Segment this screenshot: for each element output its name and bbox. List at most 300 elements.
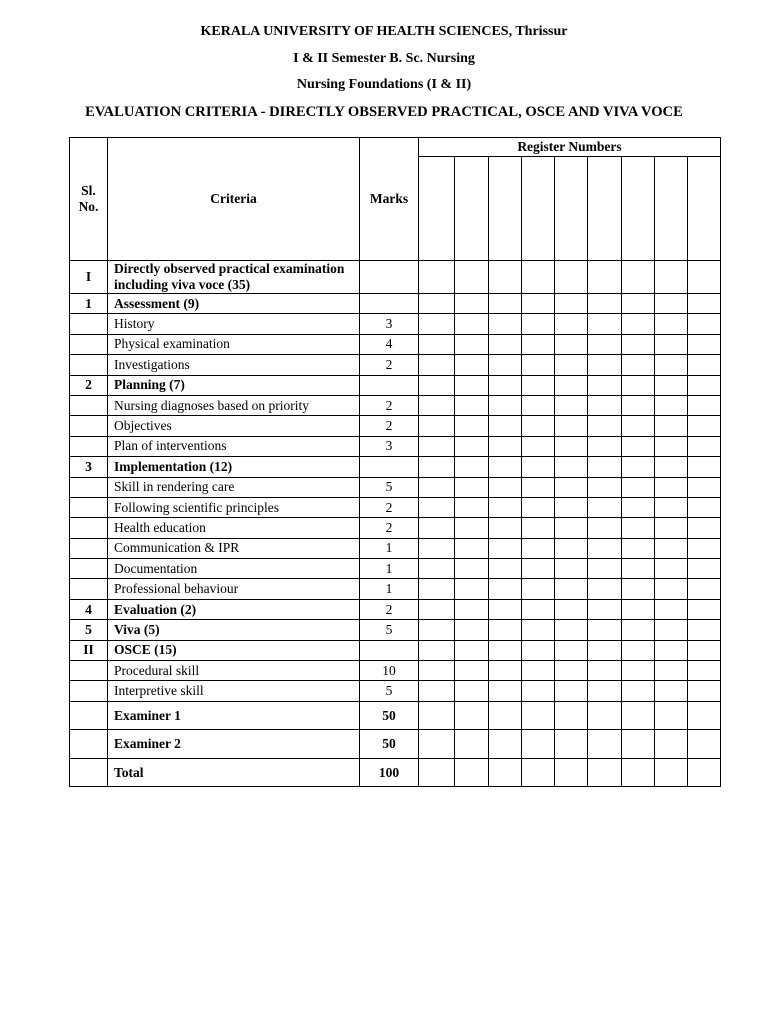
score-entry-cell[interactable] — [655, 294, 688, 314]
score-entry-cell[interactable] — [688, 518, 721, 538]
register-number-cell[interactable] — [588, 157, 622, 261]
score-entry-cell[interactable] — [455, 497, 489, 517]
register-number-cell[interactable] — [655, 157, 688, 261]
score-entry-cell[interactable] — [522, 599, 555, 619]
table-row — [70, 599, 721, 619]
score-entry-cell[interactable] — [419, 355, 455, 375]
score-entry-cell[interactable] — [588, 436, 622, 456]
score-entry-cell[interactable] — [588, 701, 622, 730]
score-entry-cell[interactable] — [688, 730, 721, 759]
table-row — [70, 436, 721, 456]
score-entry-cell[interactable] — [522, 477, 555, 497]
score-entry-cell[interactable] — [489, 620, 522, 640]
score-entry-cell[interactable] — [588, 538, 622, 558]
score-entry-cell[interactable] — [522, 375, 555, 395]
score-entry-cell[interactable] — [655, 416, 688, 436]
sl-no-cell — [70, 436, 108, 456]
score-entry-cell[interactable] — [688, 375, 721, 395]
marks-cell: 4 — [360, 334, 419, 354]
score-entry-cell[interactable] — [655, 681, 688, 701]
criteria-header: Criteria — [108, 138, 360, 261]
score-entry-cell[interactable] — [522, 261, 555, 294]
score-entry-cell[interactable] — [655, 538, 688, 558]
score-entry-cell[interactable] — [555, 497, 588, 517]
score-entry-cell[interactable] — [655, 640, 688, 660]
marks-cell: 3 — [360, 314, 419, 334]
score-entry-cell[interactable] — [455, 375, 489, 395]
register-numbers-header: Register Numbers — [419, 138, 721, 157]
score-entry-cell[interactable] — [455, 661, 489, 681]
score-entry-cell[interactable] — [555, 477, 588, 497]
criteria-cell: Directly observed practical examination including viva voce (35) — [108, 261, 360, 294]
score-entry-cell[interactable] — [622, 559, 655, 579]
score-entry-cell[interactable] — [622, 599, 655, 619]
score-entry-cell[interactable] — [419, 681, 455, 701]
sl-no-cell — [70, 355, 108, 375]
score-entry-cell[interactable] — [419, 261, 455, 294]
score-entry-cell[interactable] — [622, 758, 655, 787]
score-entry-cell[interactable] — [588, 395, 622, 415]
score-entry-cell[interactable] — [688, 477, 721, 497]
table-row — [70, 730, 721, 759]
score-entry-cell[interactable] — [588, 640, 622, 660]
register-number-cell[interactable] — [455, 157, 489, 261]
criteria-cell: Viva (5) — [108, 620, 360, 640]
score-entry-cell[interactable] — [655, 518, 688, 538]
score-entry-cell[interactable] — [655, 436, 688, 456]
table-row — [70, 701, 721, 730]
marks-cell — [360, 457, 419, 477]
score-entry-cell[interactable] — [489, 661, 522, 681]
score-entry-cell[interactable] — [489, 395, 522, 415]
score-entry-cell[interactable] — [555, 579, 588, 599]
score-entry-cell[interactable] — [489, 730, 522, 759]
score-entry-cell[interactable] — [688, 436, 721, 456]
score-entry-cell[interactable] — [688, 620, 721, 640]
sl-no-cell — [70, 681, 108, 701]
sl-no-cell: II — [70, 640, 108, 660]
score-entry-cell[interactable] — [622, 375, 655, 395]
score-entry-cell[interactable] — [489, 355, 522, 375]
score-entry-cell[interactable] — [419, 294, 455, 314]
criteria-cell: Plan of interventions — [108, 436, 360, 456]
score-entry-cell[interactable] — [555, 261, 588, 294]
score-entry-cell[interactable] — [555, 681, 588, 701]
score-entry-cell[interactable] — [522, 416, 555, 436]
criteria-cell: Nursing diagnoses based on priority — [108, 395, 360, 415]
score-entry-cell[interactable] — [419, 314, 455, 334]
sl-no-cell: 1 — [70, 294, 108, 314]
score-entry-cell[interactable] — [622, 395, 655, 415]
score-entry-cell[interactable] — [688, 661, 721, 681]
marks-cell: 2 — [360, 395, 419, 415]
sl-no-header: Sl. No. — [70, 138, 108, 261]
semester-line: I & II Semester B. Sc. Nursing — [293, 50, 475, 66]
criteria-cell: Following scientific principles — [108, 497, 360, 517]
criteria-cell: Physical examination — [108, 334, 360, 354]
table-row — [70, 314, 721, 334]
score-entry-cell[interactable] — [522, 559, 555, 579]
score-entry-cell[interactable] — [455, 294, 489, 314]
marks-cell: 10 — [360, 661, 419, 681]
score-entry-cell[interactable] — [622, 416, 655, 436]
register-number-cell[interactable] — [522, 157, 555, 261]
sl-no-cell — [70, 559, 108, 579]
score-entry-cell[interactable] — [688, 640, 721, 660]
score-entry-cell[interactable] — [555, 701, 588, 730]
score-entry-cell[interactable] — [555, 355, 588, 375]
score-entry-cell[interactable] — [489, 477, 522, 497]
marks-cell: 2 — [360, 355, 419, 375]
sl-no-cell — [70, 579, 108, 599]
score-entry-cell[interactable] — [455, 730, 489, 759]
score-entry-cell[interactable] — [622, 261, 655, 294]
criteria-cell: Examiner 2 — [108, 730, 360, 759]
score-entry-cell[interactable] — [588, 497, 622, 517]
score-entry-cell[interactable] — [555, 395, 588, 415]
score-entry-cell[interactable] — [555, 620, 588, 640]
score-entry-cell[interactable] — [489, 681, 522, 701]
register-number-cell[interactable] — [555, 157, 588, 261]
score-entry-cell[interactable] — [455, 457, 489, 477]
score-entry-cell[interactable] — [455, 477, 489, 497]
marks-cell: 2 — [360, 497, 419, 517]
score-entry-cell[interactable] — [522, 701, 555, 730]
score-entry-cell[interactable] — [555, 640, 588, 660]
score-entry-cell[interactable] — [522, 681, 555, 701]
score-entry-cell[interactable] — [622, 334, 655, 354]
score-entry-cell[interactable] — [655, 497, 688, 517]
score-entry-cell[interactable] — [489, 375, 522, 395]
score-entry-cell[interactable] — [655, 457, 688, 477]
score-entry-cell[interactable] — [655, 701, 688, 730]
score-entry-cell[interactable] — [622, 518, 655, 538]
score-entry-cell[interactable] — [522, 294, 555, 314]
score-entry-cell[interactable] — [489, 416, 522, 436]
score-entry-cell[interactable] — [555, 518, 588, 538]
score-entry-cell[interactable] — [522, 640, 555, 660]
document-title: EVALUATION CRITERIA - DIRECTLY OBSERVED PRACTICAL, OSCE AND VIVA VOCE — [85, 103, 683, 120]
table-row — [70, 661, 721, 681]
score-entry-cell[interactable] — [622, 681, 655, 701]
score-entry-cell[interactable] — [489, 579, 522, 599]
score-entry-cell[interactable] — [588, 518, 622, 538]
score-entry-cell[interactable] — [588, 457, 622, 477]
score-entry-cell[interactable] — [455, 334, 489, 354]
score-entry-cell[interactable] — [622, 538, 655, 558]
sl-no-cell — [70, 497, 108, 517]
sl-no-cell: 3 — [70, 457, 108, 477]
score-entry-cell[interactable] — [688, 758, 721, 787]
score-entry-cell[interactable] — [522, 758, 555, 787]
score-entry-cell[interactable] — [655, 599, 688, 619]
score-entry-cell[interactable] — [655, 395, 688, 415]
score-entry-cell[interactable] — [489, 538, 522, 558]
score-entry-cell[interactable] — [688, 261, 721, 294]
sl-no-cell — [70, 730, 108, 759]
marks-cell: 5 — [360, 681, 419, 701]
score-entry-cell[interactable] — [419, 599, 455, 619]
score-entry-cell[interactable] — [588, 730, 622, 759]
score-entry-cell[interactable] — [489, 334, 522, 354]
score-entry-cell[interactable] — [489, 701, 522, 730]
score-entry-cell[interactable] — [419, 518, 455, 538]
score-entry-cell[interactable] — [622, 436, 655, 456]
score-entry-cell[interactable] — [588, 416, 622, 436]
evaluation-table — [69, 137, 721, 787]
score-entry-cell[interactable] — [588, 599, 622, 619]
score-entry-cell[interactable] — [588, 620, 622, 640]
score-entry-cell[interactable] — [489, 599, 522, 619]
score-entry-cell[interactable] — [555, 436, 588, 456]
score-entry-cell[interactable] — [688, 355, 721, 375]
header-row — [70, 138, 721, 157]
criteria-cell: Objectives — [108, 416, 360, 436]
score-entry-cell[interactable] — [622, 640, 655, 660]
score-entry-cell[interactable] — [588, 375, 622, 395]
score-entry-cell[interactable] — [419, 477, 455, 497]
score-entry-cell[interactable] — [688, 538, 721, 558]
score-entry-cell[interactable] — [522, 436, 555, 456]
register-number-cell[interactable] — [419, 157, 455, 261]
score-entry-cell[interactable] — [588, 579, 622, 599]
table-row — [70, 559, 721, 579]
score-entry-cell[interactable] — [688, 395, 721, 415]
sl-no-cell — [70, 701, 108, 730]
score-entry-cell[interactable] — [655, 559, 688, 579]
score-entry-cell[interactable] — [419, 436, 455, 456]
table-row — [70, 395, 721, 415]
score-entry-cell[interactable] — [555, 314, 588, 334]
score-entry-cell[interactable] — [655, 758, 688, 787]
score-entry-cell[interactable] — [419, 334, 455, 354]
score-entry-cell[interactable] — [455, 518, 489, 538]
score-entry-cell[interactable] — [555, 661, 588, 681]
marks-cell: 50 — [360, 730, 419, 759]
score-entry-cell[interactable] — [588, 681, 622, 701]
score-entry-cell[interactable] — [588, 477, 622, 497]
score-entry-cell[interactable] — [655, 477, 688, 497]
score-entry-cell[interactable] — [419, 538, 455, 558]
score-entry-cell[interactable] — [489, 758, 522, 787]
score-entry-cell[interactable] — [622, 730, 655, 759]
score-entry-cell[interactable] — [655, 620, 688, 640]
criteria-cell: Documentation — [108, 559, 360, 579]
marks-cell: 2 — [360, 599, 419, 619]
score-entry-cell[interactable] — [622, 701, 655, 730]
score-entry-cell[interactable] — [522, 457, 555, 477]
score-entry-cell[interactable] — [489, 559, 522, 579]
score-entry-cell[interactable] — [419, 579, 455, 599]
score-entry-cell[interactable] — [655, 375, 688, 395]
score-entry-cell[interactable] — [622, 579, 655, 599]
score-entry-cell[interactable] — [622, 457, 655, 477]
score-entry-cell[interactable] — [419, 661, 455, 681]
score-entry-cell[interactable] — [622, 314, 655, 334]
score-entry-cell[interactable] — [419, 701, 455, 730]
score-entry-cell[interactable] — [522, 730, 555, 759]
sl-no-cell — [70, 518, 108, 538]
score-entry-cell[interactable] — [655, 334, 688, 354]
table-row — [70, 261, 721, 294]
score-entry-cell[interactable] — [419, 395, 455, 415]
score-entry-cell[interactable] — [522, 314, 555, 334]
score-entry-cell[interactable] — [522, 497, 555, 517]
score-entry-cell[interactable] — [489, 294, 522, 314]
score-entry-cell[interactable] — [655, 579, 688, 599]
score-entry-cell[interactable] — [688, 681, 721, 701]
marks-cell — [360, 261, 419, 294]
score-entry-cell[interactable] — [522, 620, 555, 640]
score-entry-cell[interactable] — [522, 395, 555, 415]
score-entry-cell[interactable] — [688, 294, 721, 314]
score-entry-cell[interactable] — [622, 620, 655, 640]
register-number-cell[interactable] — [688, 157, 721, 261]
score-entry-cell[interactable] — [588, 758, 622, 787]
score-entry-cell[interactable] — [555, 599, 588, 619]
score-entry-cell[interactable] — [622, 294, 655, 314]
criteria-cell: Health education — [108, 518, 360, 538]
score-entry-cell[interactable] — [588, 294, 622, 314]
criteria-cell: Evaluation (2) — [108, 599, 360, 619]
score-entry-cell[interactable] — [655, 730, 688, 759]
score-entry-cell[interactable] — [555, 730, 588, 759]
score-entry-cell[interactable] — [489, 497, 522, 517]
score-entry-cell[interactable] — [622, 661, 655, 681]
score-entry-cell[interactable] — [419, 457, 455, 477]
sl-no-cell — [70, 661, 108, 681]
score-entry-cell[interactable] — [419, 758, 455, 787]
score-entry-cell[interactable] — [522, 355, 555, 375]
score-entry-cell[interactable] — [455, 758, 489, 787]
score-entry-cell[interactable] — [555, 559, 588, 579]
marks-cell: 2 — [360, 416, 419, 436]
marks-cell — [360, 375, 419, 395]
sl-no-cell — [70, 334, 108, 354]
score-entry-cell[interactable] — [555, 375, 588, 395]
score-entry-cell[interactable] — [555, 758, 588, 787]
marks-cell: 2 — [360, 518, 419, 538]
score-entry-cell[interactable] — [688, 559, 721, 579]
score-entry-cell[interactable] — [688, 314, 721, 334]
score-entry-cell[interactable] — [622, 355, 655, 375]
score-entry-cell[interactable] — [522, 661, 555, 681]
table-row — [70, 538, 721, 558]
criteria-cell: Planning (7) — [108, 375, 360, 395]
score-entry-cell[interactable] — [419, 730, 455, 759]
score-entry-cell[interactable] — [522, 538, 555, 558]
score-entry-cell[interactable] — [455, 579, 489, 599]
score-entry-cell[interactable] — [588, 261, 622, 294]
score-entry-cell[interactable] — [489, 261, 522, 294]
score-entry-cell[interactable] — [655, 261, 688, 294]
table-row — [70, 497, 721, 517]
sl-no-cell — [70, 758, 108, 787]
score-entry-cell[interactable] — [555, 416, 588, 436]
sl-no-cell: 4 — [70, 599, 108, 619]
score-entry-cell[interactable] — [555, 538, 588, 558]
score-entry-cell[interactable] — [555, 294, 588, 314]
score-entry-cell[interactable] — [455, 538, 489, 558]
table-row — [70, 294, 721, 314]
score-entry-cell[interactable] — [489, 457, 522, 477]
criteria-cell: Procedural skill — [108, 661, 360, 681]
criteria-cell: Implementation (12) — [108, 457, 360, 477]
sl-no-cell — [70, 395, 108, 415]
score-entry-cell[interactable] — [419, 416, 455, 436]
score-entry-cell[interactable] — [588, 559, 622, 579]
score-entry-cell[interactable] — [688, 497, 721, 517]
score-entry-cell[interactable] — [688, 457, 721, 477]
score-entry-cell[interactable] — [455, 640, 489, 660]
score-entry-cell[interactable] — [655, 314, 688, 334]
score-entry-cell[interactable] — [455, 701, 489, 730]
score-entry-cell[interactable] — [455, 620, 489, 640]
score-entry-cell[interactable] — [489, 314, 522, 334]
score-entry-cell[interactable] — [522, 579, 555, 599]
score-entry-cell[interactable] — [455, 261, 489, 294]
score-entry-cell[interactable] — [455, 355, 489, 375]
marks-cell: 3 — [360, 436, 419, 456]
score-entry-cell[interactable] — [622, 477, 655, 497]
score-entry-cell[interactable] — [419, 375, 455, 395]
score-entry-cell[interactable] — [419, 559, 455, 579]
score-entry-cell[interactable] — [555, 334, 588, 354]
criteria-cell: Examiner 1 — [108, 701, 360, 730]
score-entry-cell[interactable] — [688, 334, 721, 354]
table-row — [70, 457, 721, 477]
score-entry-cell[interactable] — [455, 559, 489, 579]
score-entry-cell[interactable] — [688, 579, 721, 599]
score-entry-cell[interactable] — [522, 334, 555, 354]
table-row — [70, 640, 721, 660]
register-number-cell[interactable] — [489, 157, 522, 261]
table-row — [70, 355, 721, 375]
score-entry-cell[interactable] — [489, 518, 522, 538]
score-entry-cell[interactable] — [688, 701, 721, 730]
score-entry-cell[interactable] — [455, 416, 489, 436]
score-entry-cell[interactable] — [588, 334, 622, 354]
sl-no-cell: I — [70, 261, 108, 294]
score-entry-cell[interactable] — [588, 314, 622, 334]
score-entry-cell[interactable] — [419, 640, 455, 660]
table-row — [70, 758, 721, 787]
score-entry-cell[interactable] — [455, 681, 489, 701]
score-entry-cell[interactable] — [655, 661, 688, 681]
score-entry-cell[interactable] — [455, 314, 489, 334]
score-entry-cell[interactable] — [419, 620, 455, 640]
score-entry-cell[interactable] — [555, 457, 588, 477]
score-entry-cell[interactable] — [688, 599, 721, 619]
score-entry-cell[interactable] — [588, 355, 622, 375]
score-entry-cell[interactable] — [489, 436, 522, 456]
score-entry-cell[interactable] — [622, 497, 655, 517]
score-entry-cell[interactable] — [655, 355, 688, 375]
criteria-cell: Communication & IPR — [108, 538, 360, 558]
score-entry-cell[interactable] — [522, 518, 555, 538]
score-entry-cell[interactable] — [455, 395, 489, 415]
score-entry-cell[interactable] — [419, 497, 455, 517]
marks-cell: 5 — [360, 620, 419, 640]
register-number-cell[interactable] — [622, 157, 655, 261]
score-entry-cell[interactable] — [455, 599, 489, 619]
score-entry-cell[interactable] — [588, 661, 622, 681]
score-entry-cell[interactable] — [688, 416, 721, 436]
marks-cell — [360, 640, 419, 660]
score-entry-cell[interactable] — [455, 436, 489, 456]
marks-cell: 1 — [360, 559, 419, 579]
score-entry-cell[interactable] — [489, 640, 522, 660]
